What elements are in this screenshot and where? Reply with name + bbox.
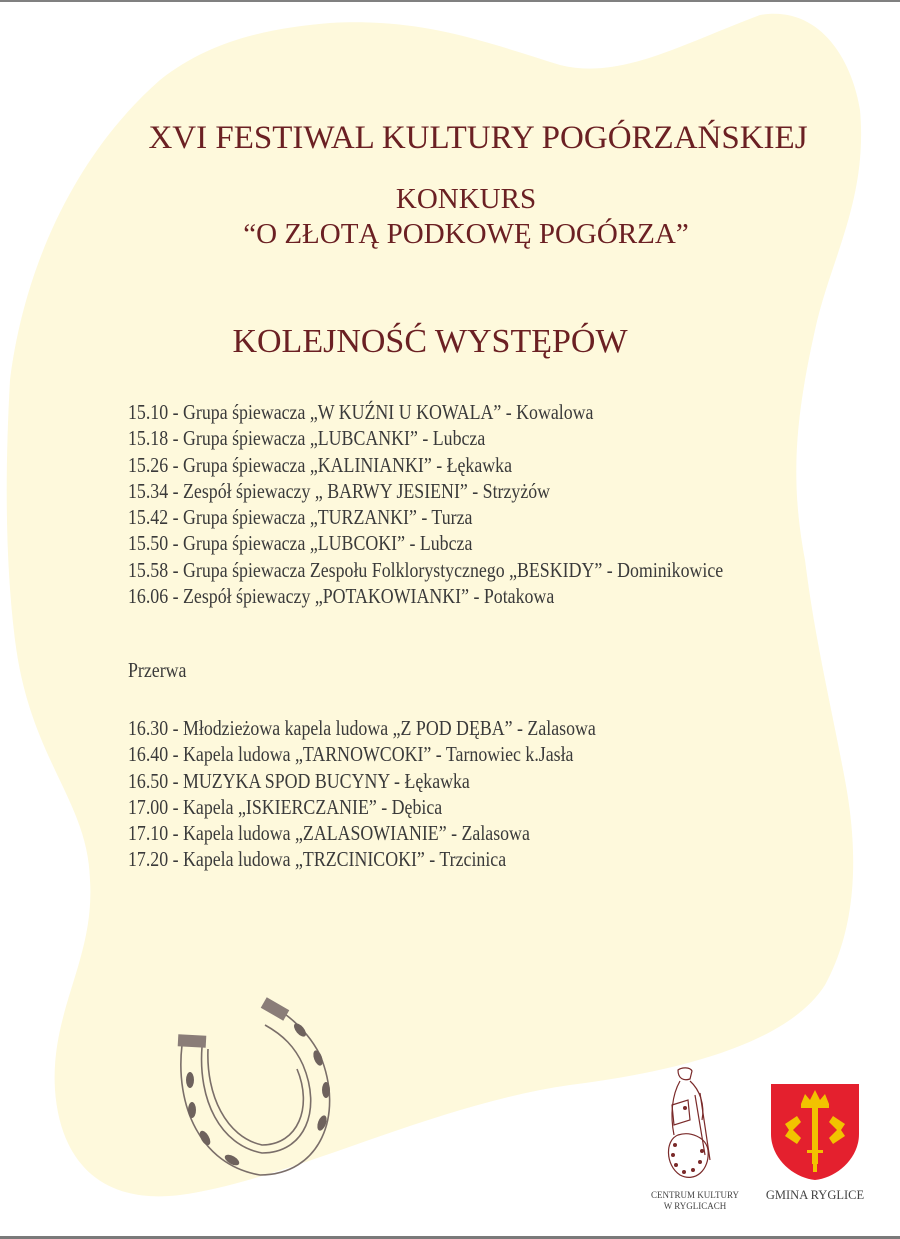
schedule-item: 17.00 - Kapela „ISKIERCZANIE” - Dębica <box>128 794 443 819</box>
contest-label: KONKURS <box>395 183 537 215</box>
centrum-kultury-label: CENTRUM KULTURY W RYGLICACH <box>651 1190 739 1211</box>
schedule-item: 15.50 - Grupa śpiewacza „LUBCOKI” - Lubcza <box>128 531 473 556</box>
contest-name: “O ZŁOTĄ PODKOWĘ POGÓRZA” <box>243 218 689 250</box>
schedule-item: 15.10 - Grupa śpiewacza „W KUŹNI U KOWALA” - Kowalowa <box>128 400 594 424</box>
schedule-item: 15.26 - Grupa śpiewacza „KALINIANKI” - Łękawka <box>128 452 513 477</box>
schedule-list-part1 <box>128 399 723 609</box>
section-heading: KOLEJNOŚĆ WYSTĘPÓW <box>232 323 628 360</box>
gmina-ryglice-label: GMINA RYGLICE <box>765 1188 865 1202</box>
coat-of-arms-icon <box>771 1084 859 1180</box>
schedule-item: 16.50 - MUZYKA SPOD BUCYNY - Łękawka <box>128 768 470 793</box>
artist-palette-icon <box>660 1065 735 1185</box>
schedule-item: 16.40 - Kapela ludowa „TARNOWCOKI” - Tarnowiec k.Jasła <box>128 742 574 767</box>
schedule-item: 16.30 - Młodzieżowa kapela ludowa „Z POD DĘBA” - Zalasowa <box>128 716 596 740</box>
schedule-item: 15.34 - Zespół śpiewaczy „ BARWY JESIENI” - Strzyżów <box>128 478 551 503</box>
schedule-item: 17.20 - Kapela ludowa „TRZCINICOKI” - Trzcinica <box>128 847 507 872</box>
schedule-item: 16.06 - Zespół śpiewaczy „POTAKOWIANKI” - Potakowa <box>128 584 555 609</box>
schedule-list-part2 <box>128 715 596 873</box>
break-label: Przerwa <box>128 658 187 682</box>
schedule-item: 15.18 - Grupa śpiewacza „LUBCANKI” - Lubcza <box>128 426 486 451</box>
festival-title: XVI FESTIWAL KULTURY POGÓRZAŃSKIEJ <box>148 120 808 156</box>
horseshoe-icon <box>170 995 345 1190</box>
schedule-item: 17.10 - Kapela ludowa „ZALASOWIANIE” - Zalasowa <box>128 821 530 846</box>
schedule-item: 15.42 - Grupa śpiewacza „TURZANKI” - Turza <box>128 505 473 530</box>
schedule-item: 15.58 - Grupa śpiewacza Zespołu Folklorystycznego „BESKIDY” - Dominikowice <box>128 557 724 582</box>
